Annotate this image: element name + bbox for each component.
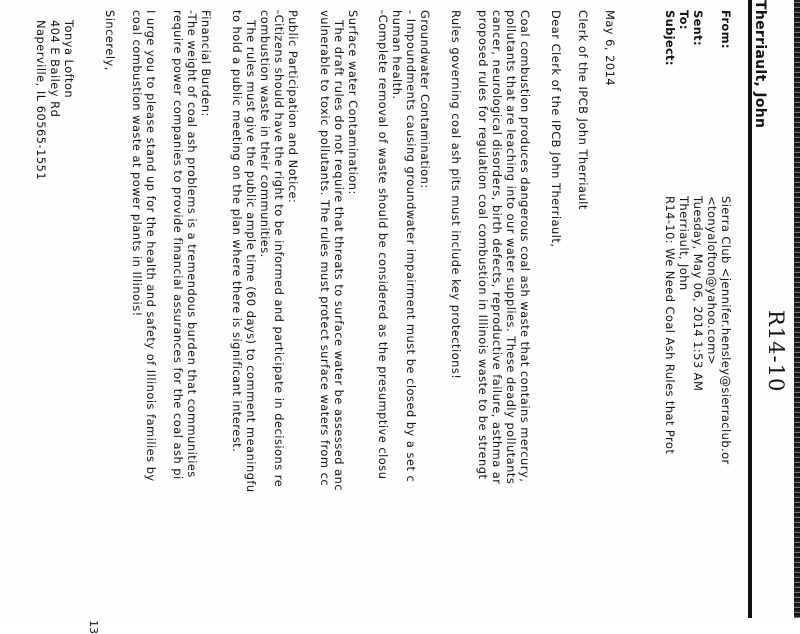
body-line: The draft rules do not require that threats to surface water be assessed anc bbox=[332, 20, 346, 492]
section-heading-participation: Public Participation and Notice: bbox=[286, 10, 300, 204]
section-heading-surface-water: Surface water Contamination: bbox=[346, 10, 360, 195]
header-value-to: Therriault, John bbox=[677, 196, 691, 291]
salutation: Dear Clerk of the IPCB John Therriault, bbox=[549, 10, 563, 248]
body-line: proposed rules for regulation coal combustion in Illinois waste to be strengt bbox=[476, 10, 490, 480]
body-line: -The weight of coal ash problems is a tremendous burden that communities bbox=[185, 10, 199, 478]
header-label-to: To: bbox=[677, 10, 691, 30]
body-line: combustion waste in their communities. bbox=[258, 10, 272, 258]
body-line: -Citizens should have the right to be informed and participate in decisions re bbox=[272, 10, 286, 488]
body-line: - Impoundments causing groundwater impairment must be closed by a set c bbox=[404, 10, 418, 483]
header-value-from: Sierra Club <jennifer.hensley@sierraclub.or bbox=[719, 196, 733, 465]
body-line: vulnerable to toxic pollutants. The rules must protect surface waters from cc bbox=[318, 10, 332, 487]
header-value-sent: Tuesday, May 06, 2014 1:53 AM bbox=[691, 196, 705, 392]
body-line: I urge you to please stand up for the health and safety of Illinois families by bbox=[144, 10, 158, 482]
signer-address: 404 E Bailey Rd bbox=[48, 20, 62, 118]
body-line: Rules governing coal ash pits must include key protections! bbox=[449, 10, 463, 380]
section-heading-groundwater: Groundwater Contamination: bbox=[418, 10, 432, 189]
scan-edge-bar bbox=[794, 0, 800, 618]
header-label-from: From: bbox=[719, 10, 733, 49]
header-label-sent: Sent: bbox=[691, 10, 705, 46]
header-value-subject: R14-10: We Need Coal Ash Rules that Prot bbox=[663, 196, 677, 455]
document-id: R14-10 bbox=[764, 310, 788, 393]
body-line: coal combustion waste at power plants in Illinois! bbox=[130, 10, 144, 317]
body-line: The rules must give the public ample time (60 days) to comment meaningfu bbox=[244, 20, 258, 493]
header-label-subject: Subject: bbox=[663, 10, 677, 66]
signer-city: Naperville, IL 60565-1551 bbox=[34, 20, 48, 181]
body-line: require power companies to provide financial assurances for the coal ash pi bbox=[171, 10, 185, 480]
closing: Sincerely, bbox=[103, 10, 117, 71]
body-line: to hold a public meeting on the plan where there is significant interest. bbox=[230, 10, 244, 453]
body-line: human health. bbox=[390, 10, 404, 100]
body-line: -Complete removal of waste should be considered as the presumptive closu bbox=[376, 10, 390, 480]
recipient-line: Clerk of the IPCB John Therriault bbox=[576, 10, 590, 210]
header-rule bbox=[748, 0, 752, 618]
page-number: 13 bbox=[87, 620, 100, 634]
body-line: Coal combustion produces dangerous coal ash waste that contains mercury, bbox=[518, 10, 532, 483]
section-heading-financial: Financial Burden: bbox=[199, 10, 213, 117]
header-value-from-cont: <tonyalofton@yahoo.com> bbox=[705, 196, 719, 365]
body-line: pollutants that are leaching into our water supplies. These deadly pollutants bbox=[504, 10, 518, 485]
body-line: cancer, neurological disorders, birth defects, reproductive failure, asthma ar bbox=[490, 10, 504, 485]
letter-date: May 6, 2014 bbox=[603, 10, 617, 87]
signer-name: Tonya Lofton bbox=[62, 20, 76, 99]
sender-name: Therriault, John bbox=[752, 0, 768, 129]
